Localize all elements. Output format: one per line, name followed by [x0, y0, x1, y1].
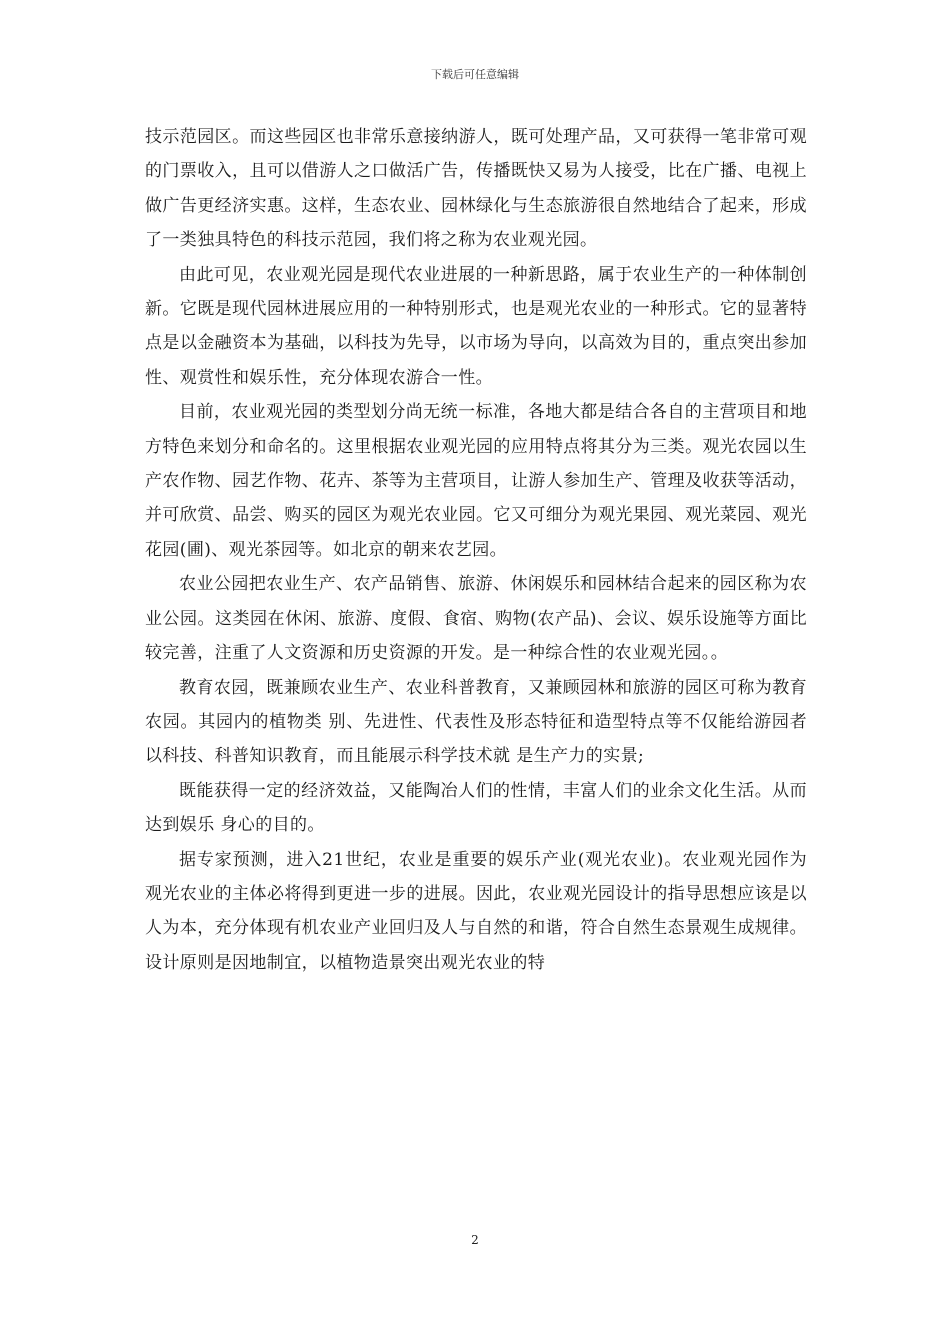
paragraph: 目前，农业观光园的类型划分尚无统一标准，各地大都是结合各自的主营项目和地方特色来划分和命名的。这里根据农业观光园的应用特点将其分为三类。观光农园以生产农作物、园艺作物、花卉、茶等为主营项目，让游人参加生产、管理及收获等活动，并可欣赏、品尝、购买的园区为观光农业园。它又可细分为观光果园、观光菜园、观光花园(圃)、观光茶园等。如北京的朝来农艺园。 — [145, 402, 807, 560]
paragraph: 教育农园，既兼顾农业生产、农业科普教育，又兼顾园林和旅游的园区可称为教育农园。其园内的植物类 别、先进性、代表性及形态特征和造型特点等不仅能给游园者以科技、科普知识教育，而且能展示科学技术就 是生产力的实景; — [145, 677, 807, 767]
paragraph: 由此可见，农业观光园是现代农业进展的一种新思路，属于农业生产的一种体制创新。它既是现代园林进展应用的一种特别形式，也是观光农业的一种形式。它的显著特点是以金融资本为基础，以科技为先导，以市场为导向，以高效为目的，重点突出参加性、观赏性和娱乐性，充分体现农游合一性。 — [145, 264, 807, 388]
body-text — [145, 120, 807, 980]
page-header: 下载后可任意编辑 — [431, 68, 519, 81]
page-number: 2 — [471, 1233, 479, 1247]
paragraph: 农业公园把农业生产、农产品销售、旅游、休闲娱乐和园林结合起来的园区称为农业公园。这类园在休闲、旅游、度假、食宿、购物(农产品)、会议、娱乐设施等方面比较完善，注重了人文资源和历史资源的开发。是一种综合性的农业观光园。。 — [145, 574, 807, 664]
paragraph: 技示范园区。而这些园区也非常乐意接纳游人，既可处理产品，又可获得一笔非常可观的门票收入，且可以借游人之口做活广告，传播既快又易为人接受，比在广播、电视上做广告更经济实惠。这样，生态农业、园林绿化与生态旅游很自然地结合了起来，形成了一类独具特色的科技示范园，我们将之称为农业观光园。 — [145, 127, 807, 251]
paragraph: 既能获得一定的经济效益，又能陶冶人们的性情，丰富人们的业余文化生活。从而达到娱乐 身心的目的。 — [145, 780, 807, 836]
paragraph: 据专家预测，进入21世纪，农业是重要的娱乐产业(观光农业)。农业观光园作为观光农业的主体必将得到更进一步的进展。因此，农业观光园设计的指导思想应该是以人为本，充分体现有机农业产业回归及人与自然的和谐，符合自然生态景观生成规律。设计原则是因地制宜，以植物造景突出观光农业的特 — [145, 849, 807, 973]
